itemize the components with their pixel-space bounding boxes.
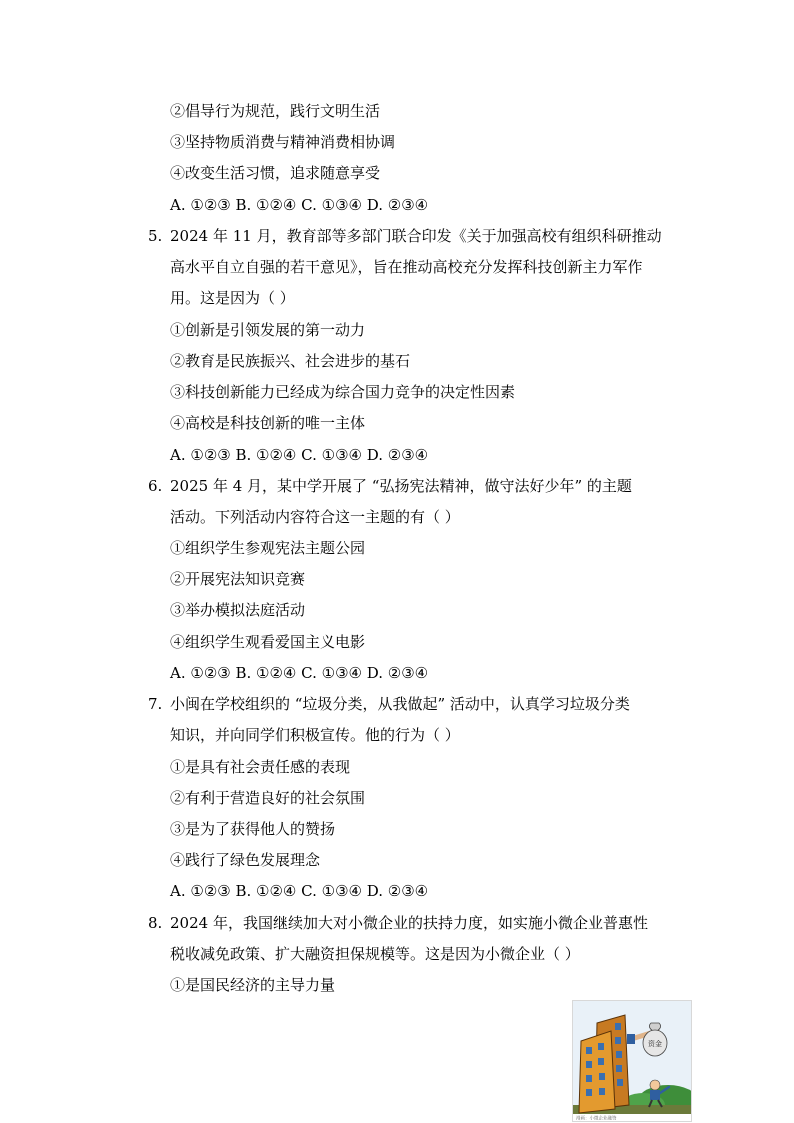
q6-option-4: ④组织学生观看爱国主义电影 bbox=[170, 633, 366, 651]
q8-number: 8. bbox=[148, 914, 163, 932]
cartoon-person-head bbox=[650, 1080, 660, 1090]
q6-stem-text-1: 2025 年 4 月，某中学开展了 “弘扬宪法精神，做守法好少年” 的主题 bbox=[170, 477, 632, 495]
q6-choices: A. ①②③ B. ①②④ C. ①③④ D. ②③④ bbox=[170, 664, 429, 682]
q5-option-4: ④高校是科技创新的唯一主体 bbox=[170, 414, 366, 432]
q4-choices: A. ①②③ B. ①②④ C. ①③④ D. ②③④ bbox=[170, 196, 429, 214]
q8-stem-line-1 bbox=[148, 913, 648, 933]
q6-option-3: ③举办模拟法庭活动 bbox=[170, 601, 306, 619]
q7-stem-line-1 bbox=[148, 694, 630, 714]
q7-option-2: ②有利于营造良好的社会氛围 bbox=[170, 789, 366, 807]
q5-stem-line-1 bbox=[148, 226, 662, 246]
q7-choices: A. ①②③ B. ①②④ C. ①③④ D. ②③④ bbox=[170, 882, 429, 900]
cartoon-bag-label: 资金 bbox=[648, 1040, 662, 1048]
q6-stem-line-1 bbox=[148, 476, 632, 496]
q6-number: 6. bbox=[148, 477, 163, 495]
q6-stem-line-2: 活动。下列活动内容符合这一主题的有（ ） bbox=[170, 508, 460, 526]
q5-option-1: ①创新是引领发展的第一动力 bbox=[170, 321, 366, 339]
q7-option-1: ①是具有社会责任感的表现 bbox=[170, 758, 351, 776]
cartoon-building-front bbox=[579, 1031, 615, 1113]
q7-number: 7. bbox=[148, 695, 163, 713]
q5-stem-line-3: 用。这是因为（ ） bbox=[170, 289, 295, 307]
q8-option-1: ①是国民经济的主导力量 bbox=[170, 976, 336, 994]
cartoon-illustration bbox=[572, 1000, 692, 1122]
q4-option-4: ④改变生活习惯，追求随意享受 bbox=[170, 164, 381, 182]
q6-option-2: ②开展宪法知识竞赛 bbox=[170, 570, 306, 588]
cartoon-drawing bbox=[573, 1001, 691, 1121]
q7-option-4: ④践行了绿色发展理念 bbox=[170, 851, 321, 869]
q8-stem-line-2: 税收减免政策、扩大融资担保规模等。这是因为小微企业（ ） bbox=[170, 945, 580, 963]
q7-stem-text-1: 小闽在学校组织的 “垃圾分类，从我做起” 活动中，认真学习垃圾分类 bbox=[170, 695, 630, 713]
q6-option-1: ①组织学生参观宪法主题公园 bbox=[170, 539, 366, 557]
q7-stem-line-2: 知识，并向同学们积极宣传。他的行为（ ） bbox=[170, 726, 460, 744]
q5-stem-line-2: 高水平自立自强的若干意见》，旨在推动高校充分发挥科技创新主力军作 bbox=[170, 258, 643, 276]
q5-option-2: ②教育是民族振兴、社会进步的基石 bbox=[170, 352, 411, 370]
q5-number: 5. bbox=[148, 227, 163, 245]
cartoon-person-body bbox=[650, 1090, 660, 1100]
cartoon-sleeve bbox=[627, 1034, 635, 1044]
q5-stem-text-1: 2024 年 11 月，教育部等多部门联合印发《关于加强高校有组织科研推动 bbox=[170, 227, 662, 245]
q4-option-2: ②倡导行为规范，践行文明生活 bbox=[170, 102, 381, 120]
q5-choices: A. ①②③ B. ①②④ C. ①③④ D. ②③④ bbox=[170, 446, 429, 464]
q7-option-3: ③是为了获得他人的赞扬 bbox=[170, 820, 336, 838]
q5-option-3: ③科技创新能力已经成为综合国力竞争的决定性因素 bbox=[170, 383, 516, 401]
q4-option-3: ③坚持物质消费与精神消费相协调 bbox=[170, 133, 396, 151]
cartoon-caption: 漫画：小微企业融资 bbox=[576, 1116, 617, 1121]
q8-stem-text-1: 2024 年，我国继续加大对小微企业的扶持力度，如实施小微企业普惠性 bbox=[170, 914, 648, 932]
